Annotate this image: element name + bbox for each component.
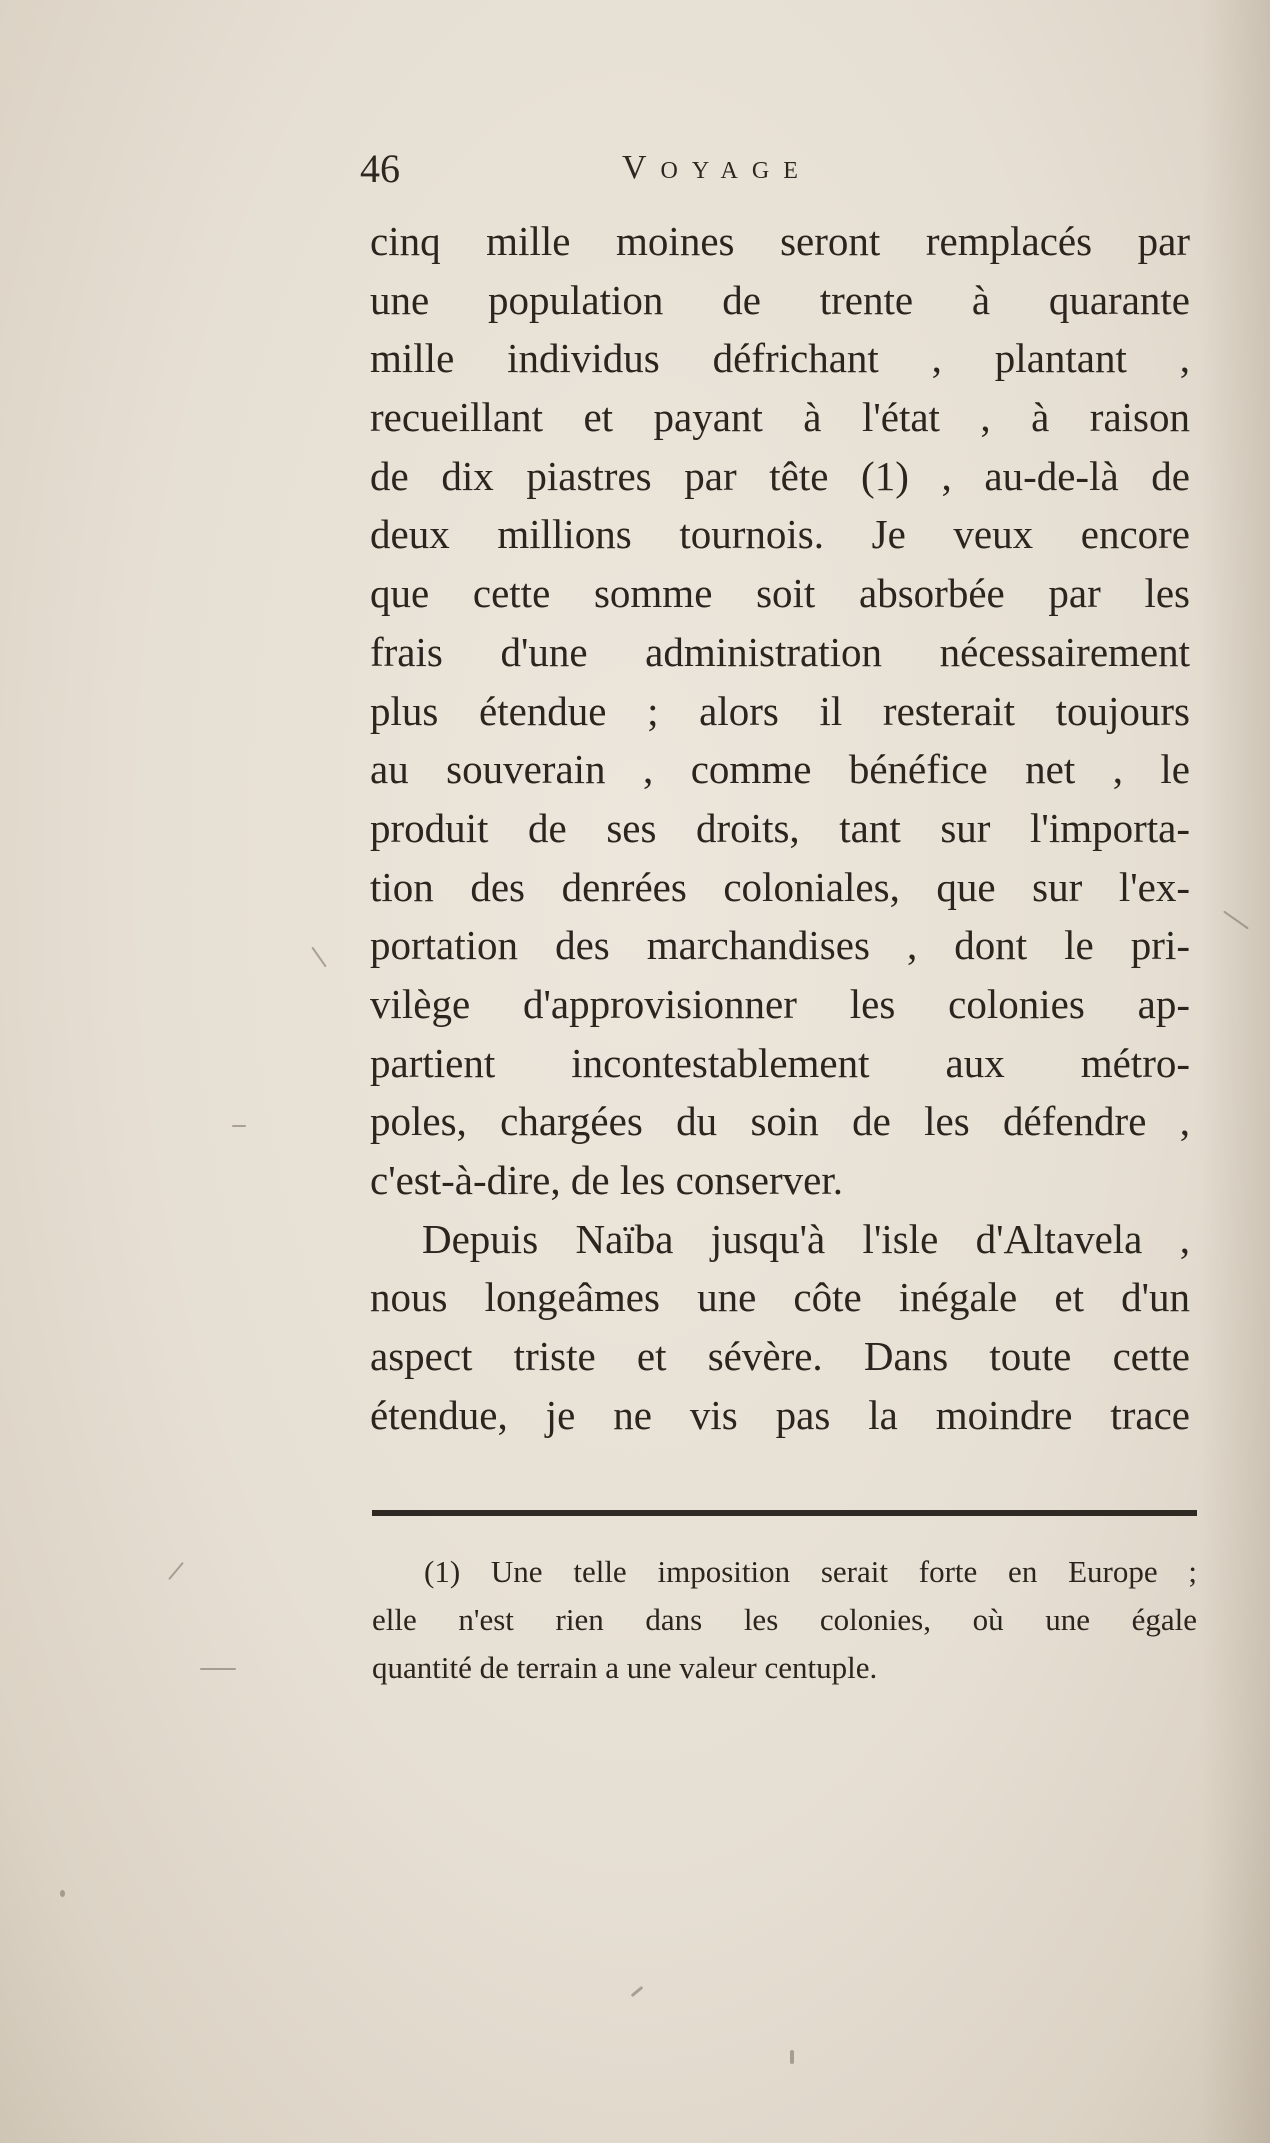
text-line: portation des marchandises , dont le pri-	[370, 922, 1190, 969]
text-line: une population de trente à quarante	[370, 276, 1190, 323]
text-line: c'est-à-dire, de les conserver.	[370, 1157, 843, 1203]
text-line: deux millions tournois. Je veux encore	[370, 511, 1190, 558]
paper-speck	[790, 2050, 794, 2064]
text-line: recueillant et payant à l'état , à raison	[370, 394, 1190, 441]
footnote-line: elle n'est rien dans les colonies, où une égale	[372, 1602, 1197, 1637]
text-line: aspect triste et sévère. Dans toute cette	[370, 1333, 1190, 1380]
text-line: vilège d'approvisionner les colonies ap-	[370, 980, 1190, 1027]
text-line: de dix piastres par tête (1) , au-de-là de	[370, 452, 1190, 499]
page-number: 46	[360, 146, 400, 191]
paragraph-start-line: Depuis Naïba jusqu'à l'isle d'Altavela ,	[422, 1215, 1190, 1262]
page-header	[360, 145, 1200, 195]
text-line: nous longeâmes une côte inégale et d'un	[370, 1274, 1190, 1321]
footnote-line: quantité de terrain a une valeur centuple.	[372, 1650, 878, 1685]
text-line: plus étendue ; alors il resterait toujours	[370, 687, 1190, 734]
text-line: au souverain , comme bénéfice net , le	[370, 746, 1190, 793]
text-line: frais d'une administration nécessairement	[370, 628, 1190, 675]
paper-speck	[60, 1890, 65, 1897]
text-line: que cette somme soit absorbée par les	[370, 570, 1190, 617]
text-line: partient incontestablement aux métro-	[370, 1039, 1190, 1086]
body-text	[370, 212, 1190, 1444]
paper-speck	[631, 1986, 644, 1997]
paper-speck	[168, 1562, 184, 1580]
paper-speck	[311, 947, 326, 968]
text-line: mille individus défrichant , plantant ,	[370, 335, 1190, 382]
running-head: Voyage	[622, 149, 812, 186]
text-line: cinq mille moines seront remplacés par	[370, 218, 1190, 264]
footnote-rule	[372, 1510, 1197, 1516]
paper-speck	[232, 1125, 246, 1127]
page-edge-shadow	[1200, 0, 1270, 2143]
footnote-line: (1) Une telle imposition serait forte en Europe ;	[424, 1554, 1197, 1589]
text-line: poles, chargées du soin de les défendre ,	[370, 1098, 1190, 1145]
text-line: tion des denrées coloniales, que sur l'ex-	[370, 863, 1190, 910]
text-line: produit de ses droits, tant sur l'importa-	[370, 804, 1190, 851]
footnote	[372, 1548, 1197, 1692]
paper-speck	[200, 1668, 236, 1670]
text-line: étendue, je ne vis pas la moindre trace	[370, 1391, 1190, 1438]
